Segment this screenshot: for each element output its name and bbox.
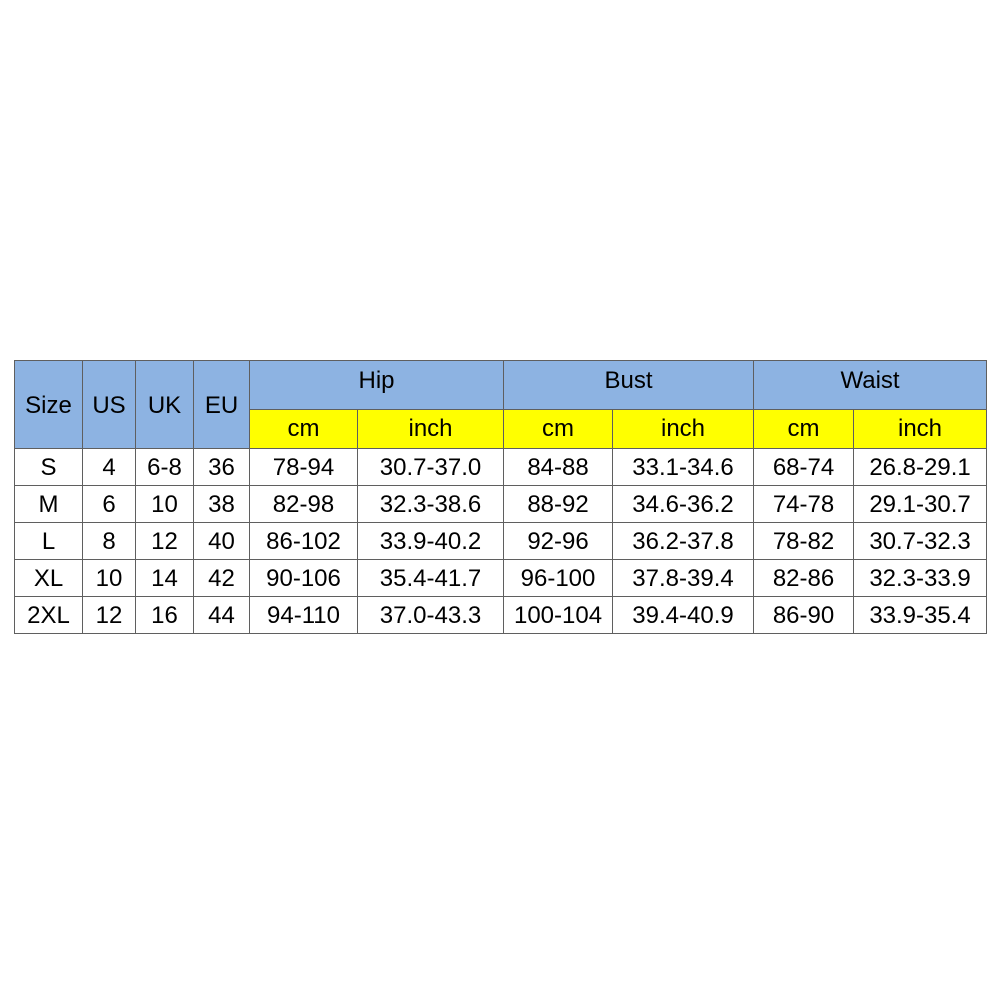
header-us: US — [83, 361, 136, 449]
cell-bust-inch: 34.6-36.2 — [613, 486, 754, 523]
cell-bust-inch: 37.8-39.4 — [613, 560, 754, 597]
cell-uk: 6-8 — [136, 449, 194, 486]
cell-size: M — [15, 486, 83, 523]
cell-waist-cm: 82-86 — [754, 560, 854, 597]
size-chart-table — [14, 360, 987, 634]
header-hip-inch: inch — [358, 410, 504, 449]
header-size: Size — [15, 361, 83, 449]
cell-hip-cm: 86-102 — [250, 523, 358, 560]
cell-eu: 36 — [194, 449, 250, 486]
table-row — [15, 523, 987, 560]
cell-uk: 10 — [136, 486, 194, 523]
cell-waist-cm: 86-90 — [754, 597, 854, 634]
cell-us: 4 — [83, 449, 136, 486]
cell-waist-cm: 74-78 — [754, 486, 854, 523]
cell-us: 8 — [83, 523, 136, 560]
cell-eu: 42 — [194, 560, 250, 597]
cell-size: 2XL — [15, 597, 83, 634]
header-waist-inch: inch — [854, 410, 987, 449]
cell-waist-inch: 26.8-29.1 — [854, 449, 987, 486]
header-hip-cm: cm — [250, 410, 358, 449]
cell-waist-cm: 78-82 — [754, 523, 854, 560]
cell-hip-inch: 33.9-40.2 — [358, 523, 504, 560]
table-row — [15, 486, 987, 523]
cell-hip-inch: 30.7-37.0 — [358, 449, 504, 486]
table-row — [15, 449, 987, 486]
cell-uk: 16 — [136, 597, 194, 634]
cell-waist-cm: 68-74 — [754, 449, 854, 486]
cell-hip-inch: 35.4-41.7 — [358, 560, 504, 597]
header-eu: EU — [194, 361, 250, 449]
header-bust: Bust — [504, 361, 754, 410]
cell-bust-cm: 88-92 — [504, 486, 613, 523]
cell-waist-inch: 33.9-35.4 — [854, 597, 987, 634]
cell-uk: 14 — [136, 560, 194, 597]
cell-bust-cm: 92-96 — [504, 523, 613, 560]
header-bust-cm: cm — [504, 410, 613, 449]
cell-hip-cm: 82-98 — [250, 486, 358, 523]
cell-us: 12 — [83, 597, 136, 634]
header-bust-inch: inch — [613, 410, 754, 449]
cell-bust-inch: 33.1-34.6 — [613, 449, 754, 486]
cell-hip-inch: 32.3-38.6 — [358, 486, 504, 523]
cell-hip-cm: 90-106 — [250, 560, 358, 597]
size-chart-body — [15, 449, 987, 634]
cell-waist-inch: 29.1-30.7 — [854, 486, 987, 523]
table-row — [15, 560, 987, 597]
cell-bust-inch: 39.4-40.9 — [613, 597, 754, 634]
cell-size: S — [15, 449, 83, 486]
header-hip: Hip — [250, 361, 504, 410]
header-waist: Waist — [754, 361, 987, 410]
cell-waist-inch: 30.7-32.3 — [854, 523, 987, 560]
header-waist-cm: cm — [754, 410, 854, 449]
cell-hip-cm: 94-110 — [250, 597, 358, 634]
cell-bust-cm: 96-100 — [504, 560, 613, 597]
header-uk: UK — [136, 361, 194, 449]
cell-eu: 44 — [194, 597, 250, 634]
cell-size: L — [15, 523, 83, 560]
header-row-groups — [15, 361, 987, 410]
table-row — [15, 597, 987, 634]
cell-us: 6 — [83, 486, 136, 523]
cell-uk: 12 — [136, 523, 194, 560]
cell-bust-cm: 100-104 — [504, 597, 613, 634]
cell-hip-inch: 37.0-43.3 — [358, 597, 504, 634]
cell-eu: 40 — [194, 523, 250, 560]
cell-waist-inch: 32.3-33.9 — [854, 560, 987, 597]
cell-size: XL — [15, 560, 83, 597]
cell-bust-cm: 84-88 — [504, 449, 613, 486]
cell-bust-inch: 36.2-37.8 — [613, 523, 754, 560]
cell-us: 10 — [83, 560, 136, 597]
cell-hip-cm: 78-94 — [250, 449, 358, 486]
cell-eu: 38 — [194, 486, 250, 523]
